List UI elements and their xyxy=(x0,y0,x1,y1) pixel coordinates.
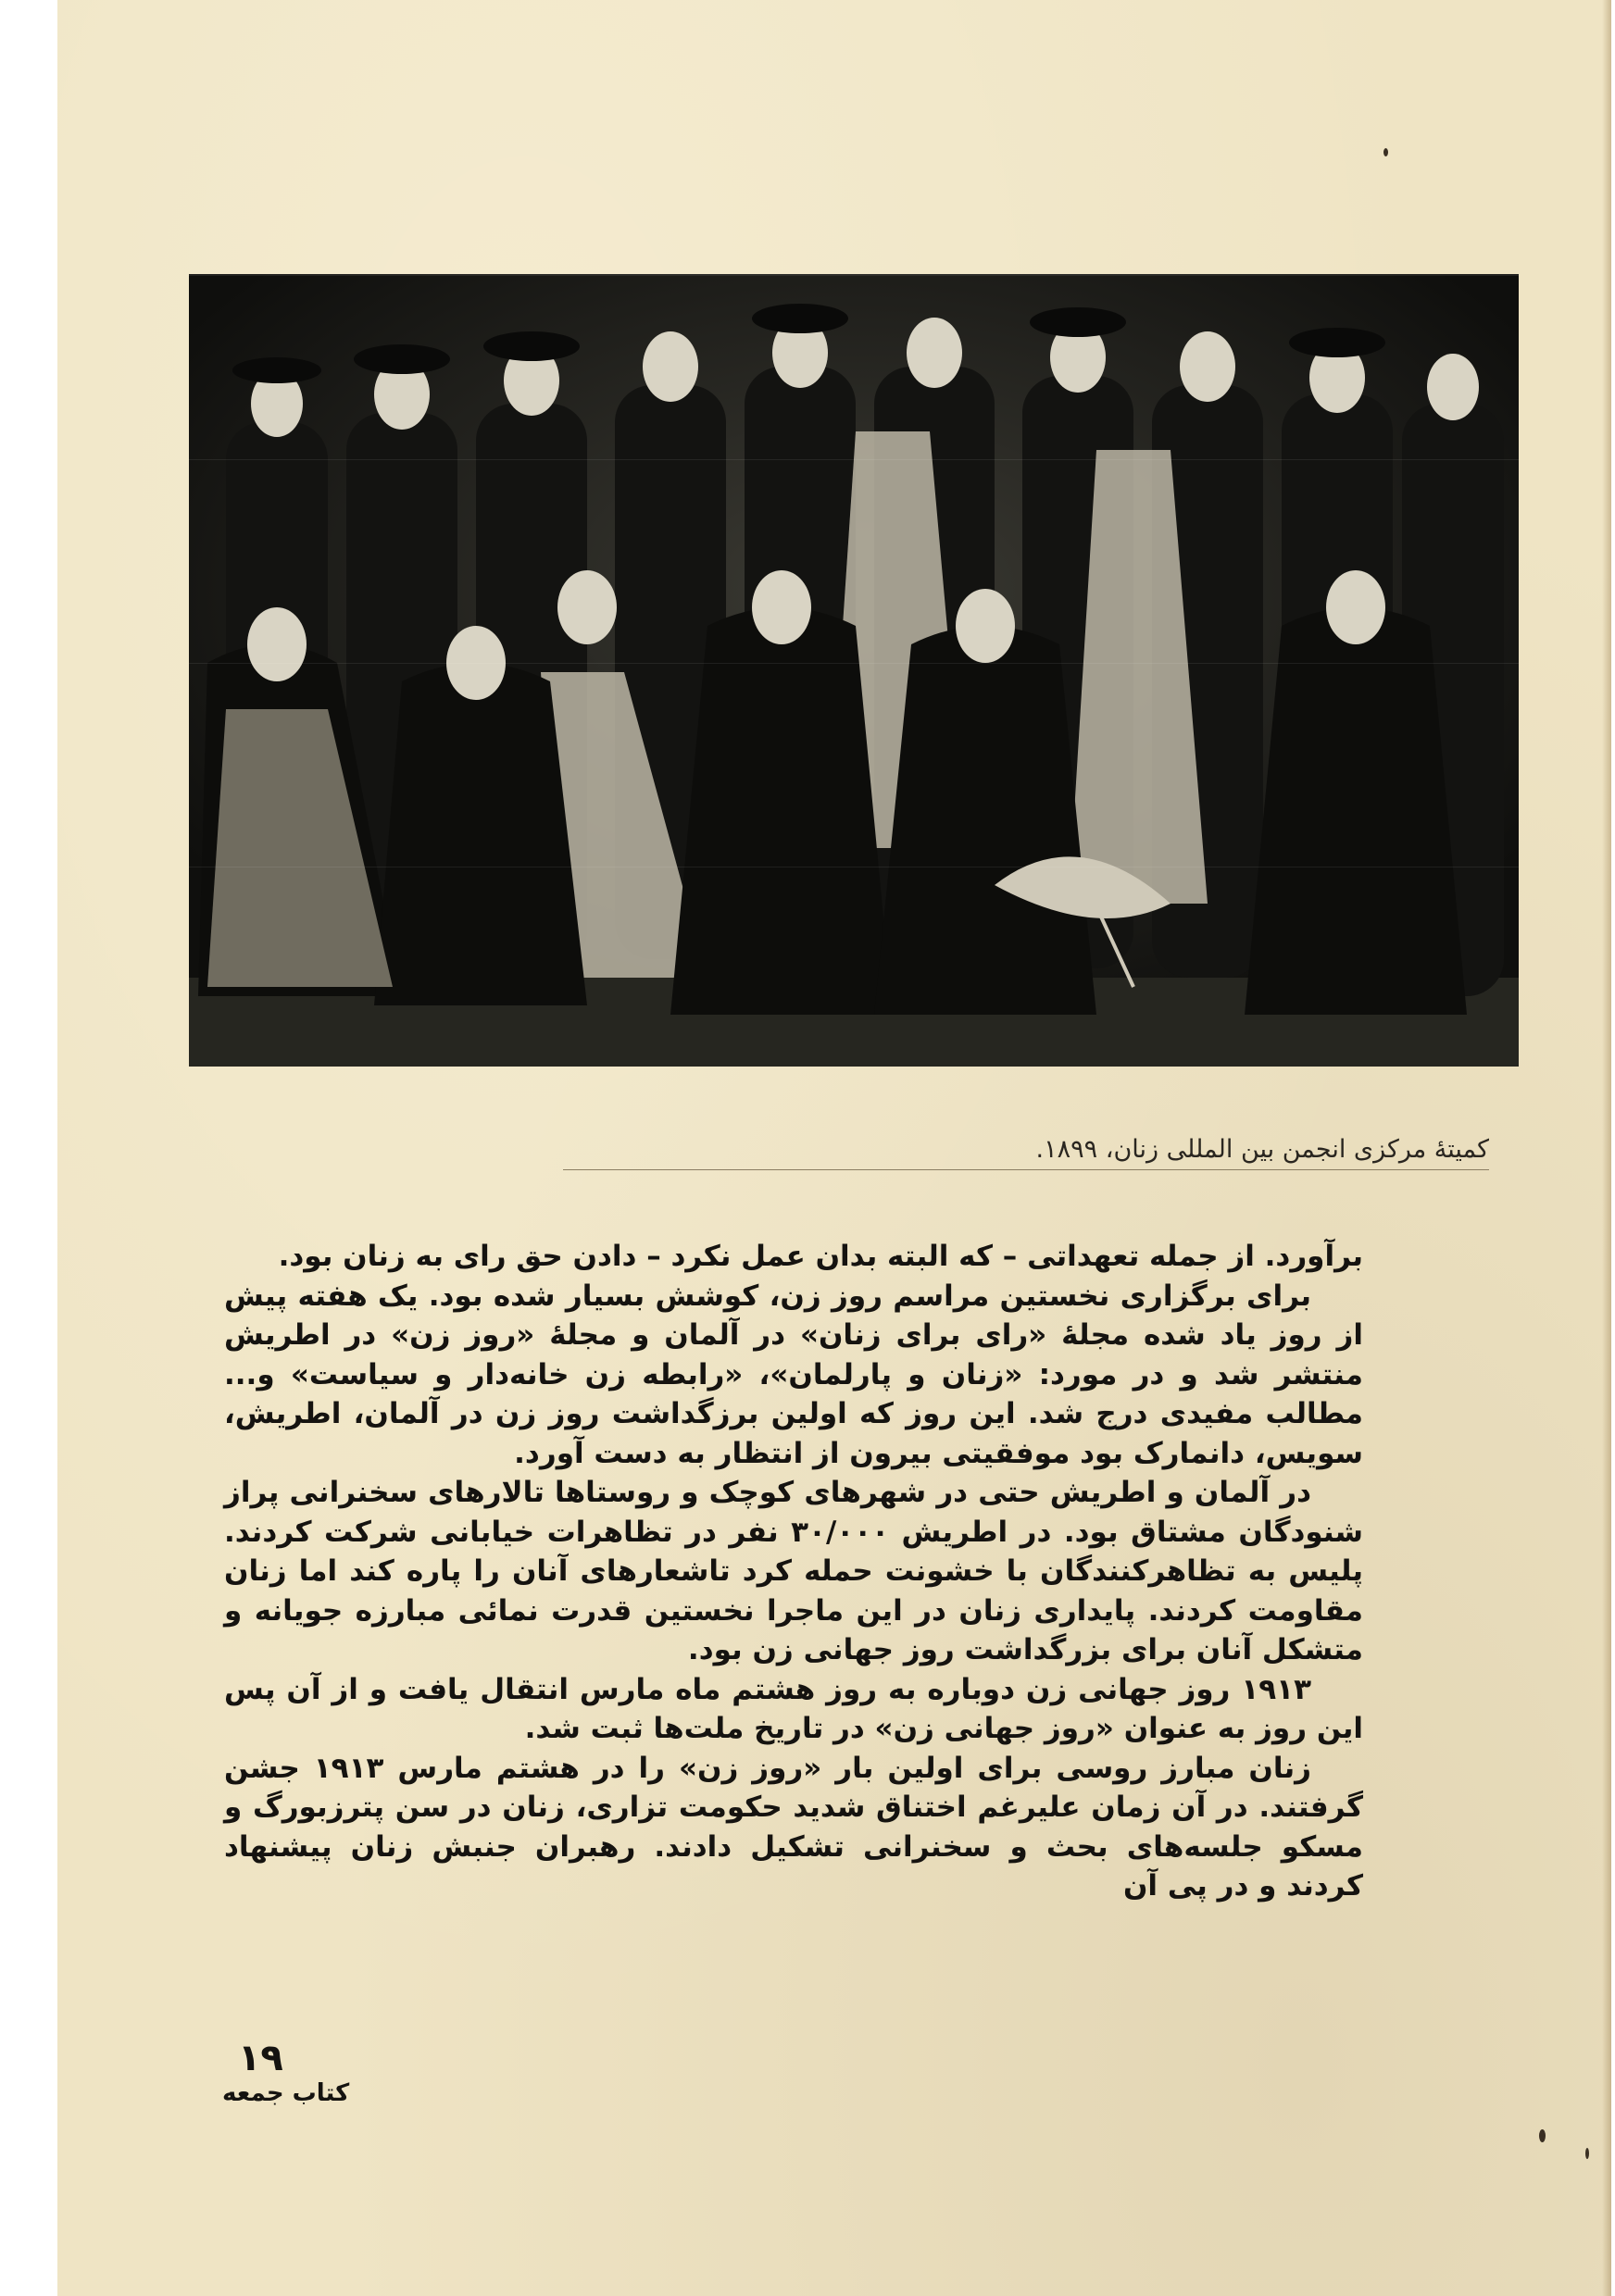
group-photo-icon xyxy=(189,274,1519,1067)
paragraph-5: زنان مبارز روسی برای اولین بار «روز زن» را در هشتم مارس ۱۹۱۳ جشن گرفتند. در آن زمان علیرغم اختناق شدید حکومت تزاری، زنان در سن پترزبورگ و مسکو جلسه‌های بحث و سخنرانی تشکیل دادند. رهبران جنبش زنان پیشنهاد کردند و در پی آن xyxy=(224,1751,1363,1903)
paragraph-3: در آلمان و اطریش حتی در شهرهای کوچک و روستاها تالارهای سخنرانی پراز شنودگان مشتاق بود. در اطریش ۳۰/۰۰۰ نفر در تظاهرات خیابانی شرکت کردند. پلیس به تظاهرکنندگان با خشونت حمله کرد تاشعارهای آنان را پاره کند اما زنان مقاومت کردند. پایداری زنان در این ماجرا نخستین قدرت نمائی مبارزه جویانه و متشکل آنان برای بزرگداشت روز جهانی زن بود. xyxy=(224,1476,1363,1666)
book-title: کتاب جمعه xyxy=(222,2079,350,2107)
paper-speck xyxy=(1585,2148,1589,2159)
paragraph-4: ۱۹۱۳ روز جهانی زن دوباره به روز هشتم ماه مارس انتقال یافت و از آن پس این روز به عنوان «روز جهانی زن» در تاریخ ملت‌ها ثبت شد. xyxy=(224,1672,1363,1745)
page-number: ۱۹ xyxy=(238,2037,283,2079)
paper-speck xyxy=(1539,2129,1546,2142)
scanned-page xyxy=(57,0,1611,2296)
photo-caption: کمیتهٔ مرکزی انجمن بین المللی زنان، ۱۸۹۹. xyxy=(563,1135,1489,1170)
paragraph-2: برای برگزاری نخستین مراسم روز زن، کوشش بسیار شده بود. یک هفته پیش از روز یاد شده مجلهٔ «رای برای زنان» در آلمان و مجلهٔ «روز زن» در اطریش منتشر شد و در مورد: «زنان و پارلمان»، «رابطه زن خانه‌دار و سیاست» و... مطالب مفیدی درج شد. این روز که اولین برزگداشت روز زن در آلمان، اطریش، سویس، دانمارک بود موفقیتی بیرون از انتظار به دست آورد. xyxy=(224,1279,1363,1470)
paragraph-1: برآورد. از جمله تعهداتی – که البته بدان عمل نکرد – دادن حق رای به زنان بود. xyxy=(278,1240,1363,1273)
group-photograph xyxy=(189,274,1519,1067)
paper-speck xyxy=(1383,148,1388,156)
article-body xyxy=(224,1237,1363,1906)
